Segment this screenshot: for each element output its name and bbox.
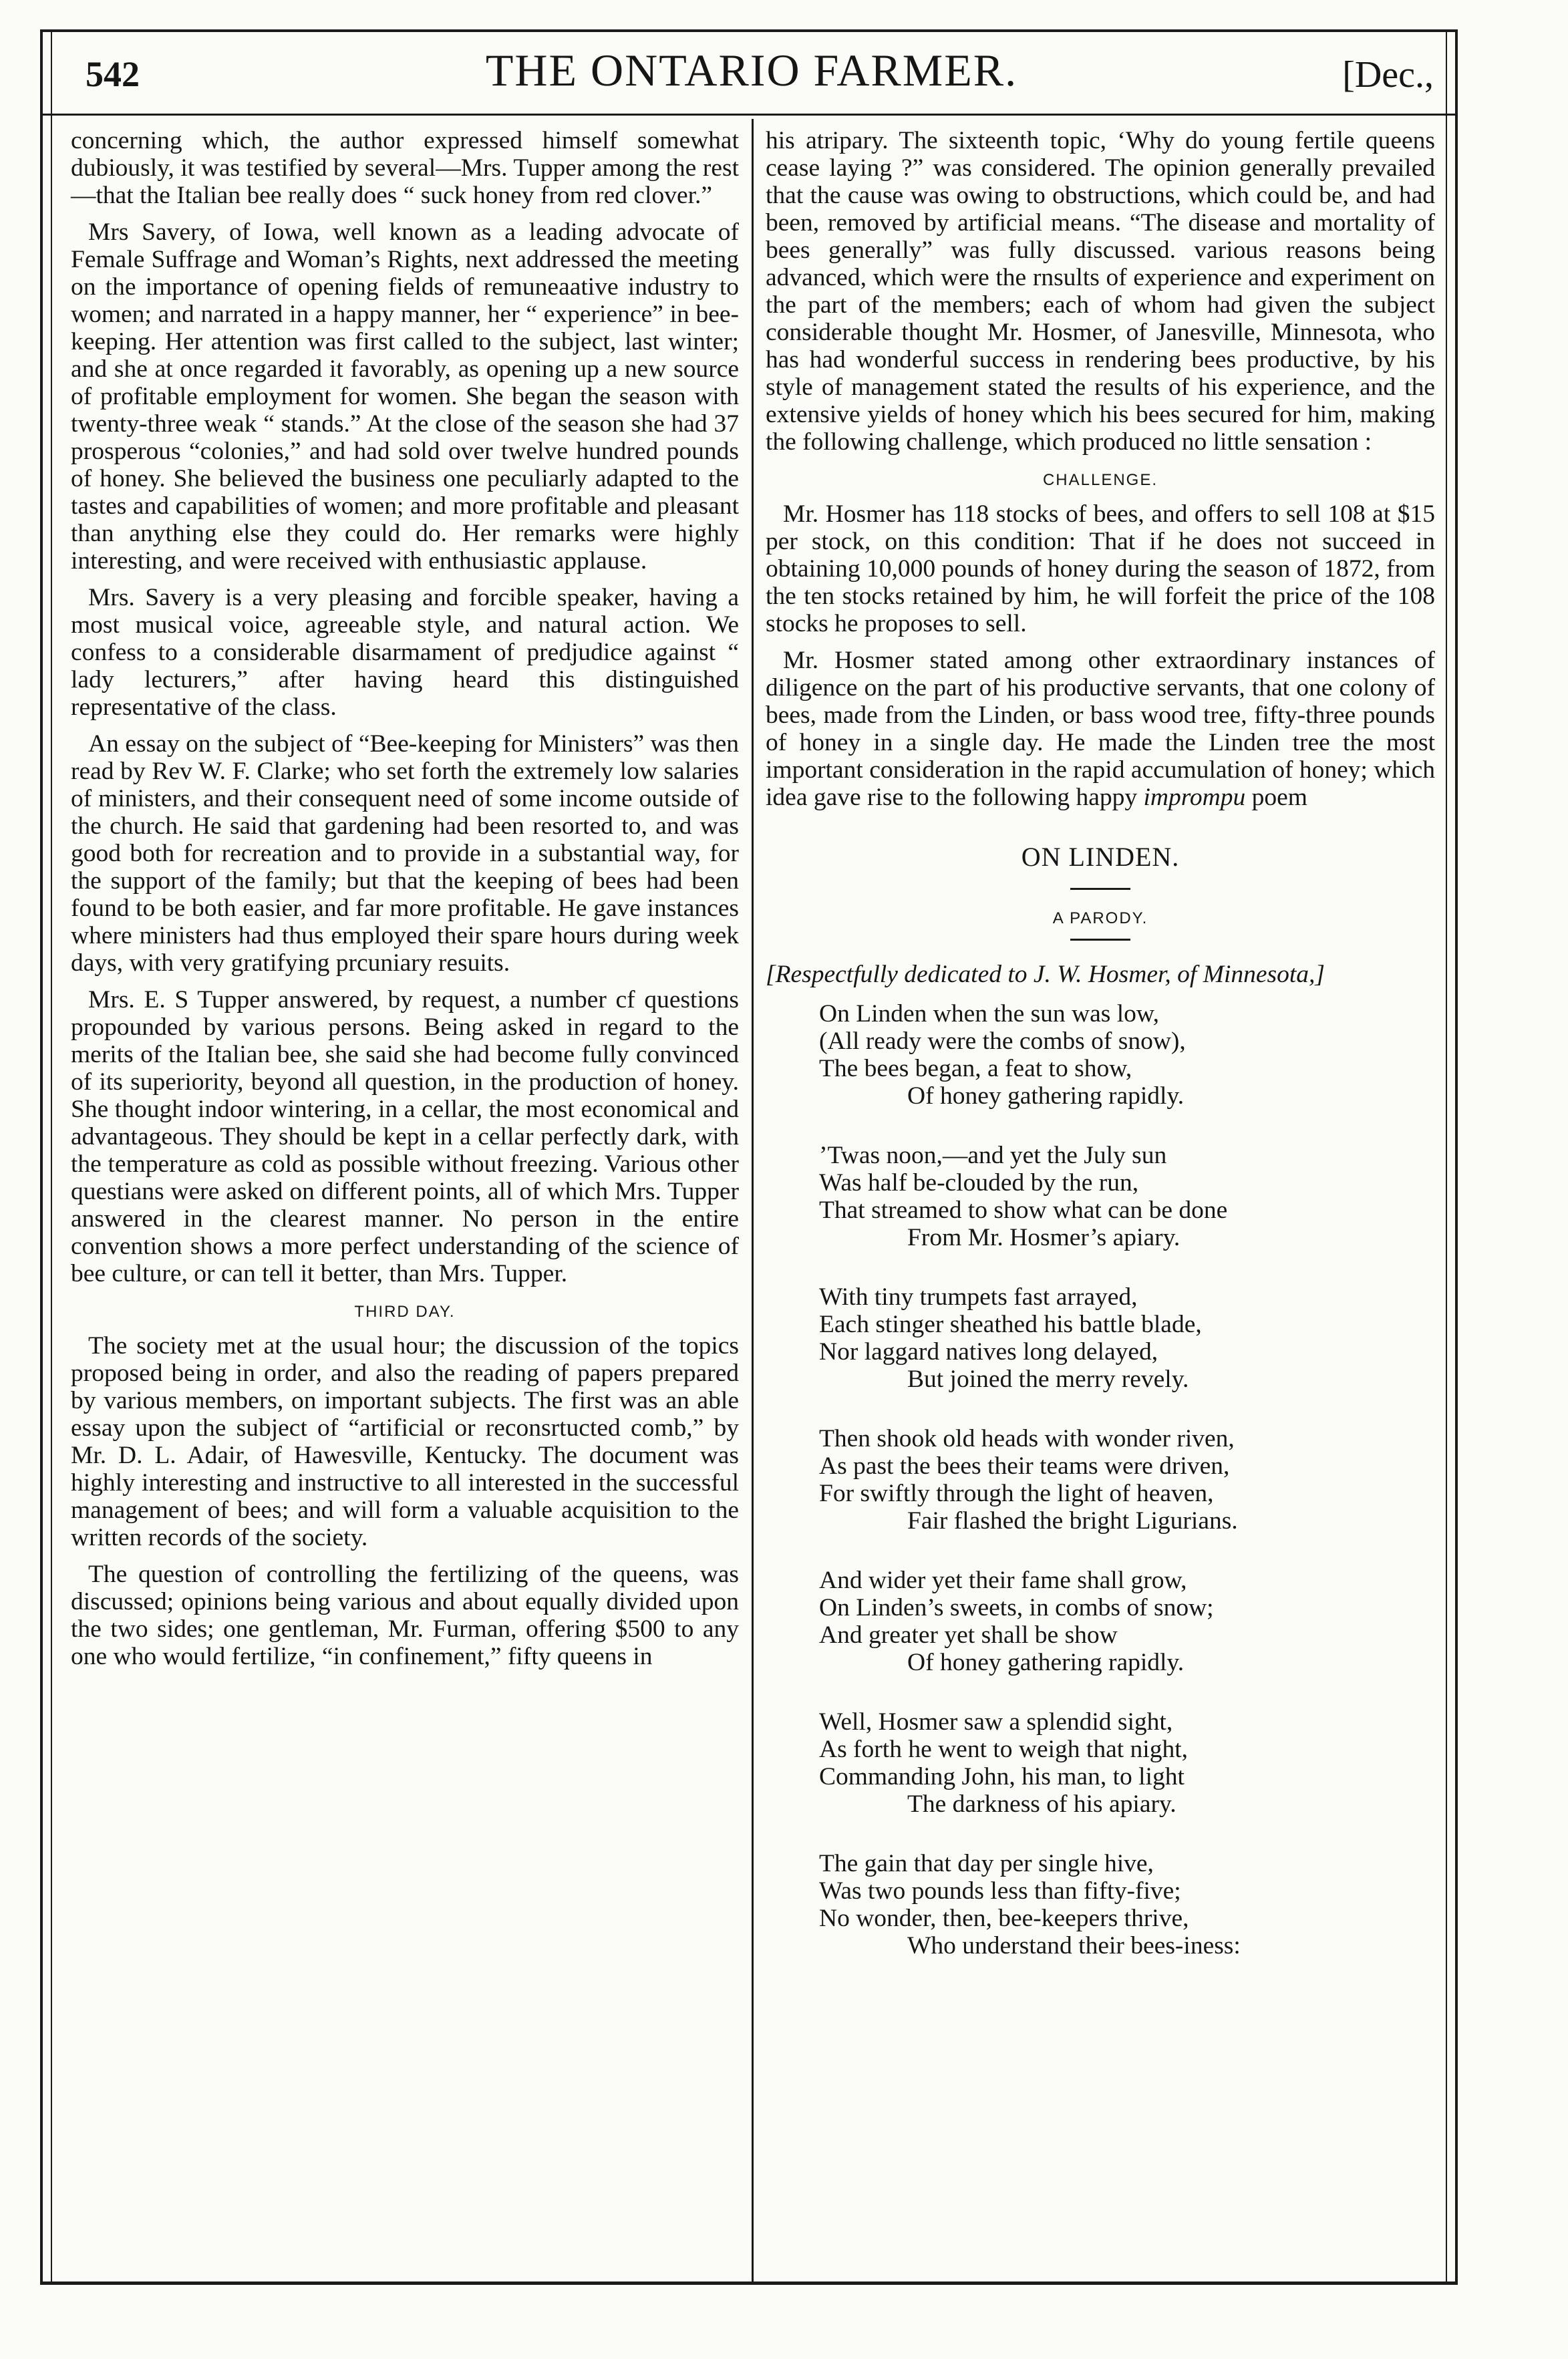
poem-line: Who understand their bees-iness: [907,1932,1241,1959]
poem-line: (All ready were the combs of snow), [819,1028,1186,1055]
poem-line: On Linden when the sun was low, [819,1000,1159,1028]
frame-bottom-rule [40,2282,1458,2285]
poem-line: Of honey gathering rapidly. [907,1649,1185,1676]
poem-line: With tiny trumpets fast arrayed, [819,1283,1138,1311]
poem-subtitle-rule [1070,939,1130,941]
paragraph [766,647,1435,811]
poem-line: That streamed to show what can be done [819,1197,1228,1224]
italic-word: imprompu [1143,784,1246,811]
poem-line: Fair flashed the bright Ligurians. [907,1507,1238,1535]
paragraph: The society met at the usual hour; the discussion of the topics proposed being in order, and also the reading of papers prepared by various members, on important subjects. The first was an able essay upon the subject of “artificial or reconsrtucted comb,” by Mr. D. L. Adair, of Hawesville, Kentucky. The document was highly interesting and instructive to all interested in the successful management of bees; and will form a valuable acquisition to the written records of the society. [71,1332,739,1551]
poem-line: Then shook old heads with wonder riven, [819,1425,1235,1452]
frame-right-rule-outer [1455,29,1458,2285]
poem-line: Of honey gathering rapidly. [907,1082,1185,1110]
poem-line: But joined the merry revely. [907,1366,1189,1393]
frame-left-rule-inner [51,29,52,2285]
paragraph-text: Mr. Hosmer stated among other extraordinary instances of diligence on the part of his productive servants, that one colony of bees, made from the Linden, or bass wood tree, fifty-three pounds of honey in a single day. He made the Linden tree the most important consideration in the rapid accumulation of honey; which idea gave rise to the following happy [766,647,1435,811]
challenge-heading: CHALLENGE. [1042,471,1158,489]
paragraph: Mrs Savery, of Iowa, well known as a leading advocate of Female Suffrage and Woman’s Rights, next addressed the meeting on the importance of opening fields of remuneaative industry to women; and narrated in a happy manner, her “ experience” in bee-keeping. Her attention was first called to the subject, last winter; and she at once regarded it favorably, as opening up a new source of profitable employment for women. She began the season with twenty-three weak “ stands.” At the close of the season she had 37 prosperous “colonies,” and had sold over twelve hundred pounds of honey. She believed the business one peculiarly adapted to the tastes and capabilities of women; and more profitable and pleasant than anything else they could do. Her remarks were highly interesting, and were received with enthusiastic applause. [71,218,739,575]
poem-line: Commanding John, his man, to light [819,1763,1185,1790]
frame-left-rule-outer [40,29,43,2285]
poem-line: And wider yet their fame shall grow, [819,1567,1187,1594]
poem-line: Was half be-clouded by the run, [819,1169,1139,1197]
poem-subtitle: A PARODY. [1052,909,1148,927]
paragraph: his atripary. The sixteenth topic, ‘Why do young fertile queens cease laying ?” was considered. The opinion generally prevailed that the cause was owing to obstructions, which could be, and had been, removed by artificial means. “The disease and mortality of bees generally” was fully discussed. various reasons being advanced, which were the rnsults of experience and experiment on the part of the members; each of whom had given the subject considerable thought Mr. Hosmer, of Janesville, Minnesota, who has had wonderful success in rendering bees productive, by his style of management stated the results of his experience, and the extensive yields of honey which his bees secured for him, making the following challenge, which produced no little sensation : [766,127,1435,456]
section-subheading: THIRD DAY. [354,1303,456,1321]
page-header [53,41,1450,108]
poem-line: As past the bees their teams were driven, [819,1452,1230,1480]
paragraph: The question of controlling the fertilizing of the queens, was discussed; opinions being various and about equally divided upon the two sides; one gentleman, Mr. Furman, offering $500 to any one who would fertilize, “in confinement,” fifty queens in [71,1561,739,1670]
poem-stanza [819,1708,1435,1818]
publication-title: THE ONTARIO FARMER. [485,45,1018,96]
poem-line: No wonder, then, bee-keepers thrive, [819,1905,1189,1932]
poem-line: As forth he went to weigh that night, [819,1736,1188,1763]
paragraph: Mrs. E. S Tupper answered, by request, a number cf questions propounded by various persons. Being asked in regard to the merits of the Italian bee, she said she had become fully convinced of its superiority, beyond all question, in the production of honey. She thought indoor wintering, in a cellar, the most economical and advantageous. They should be kept in a cellar perfectly dark, with the temperature as cold as possible without freezing. Various other questians were asked on different points, all of which Mrs. Tupper answered in the clearest manner. No person in the entire convention shows a more perfect understanding of the science of bee culture, or can tell it better, than Mrs. Tupper. [71,986,739,1287]
right-column [766,127,1435,1992]
poem-line: On Linden’s sweets, in combs of snow; [819,1594,1214,1621]
poem-stanza [819,1850,1435,1959]
paragraph: concerning which, the author expressed himself somewhat dubiously, it was testified by several—Mrs. Tupper among the rest—that the Italian bee really does “ suck honey from red clover.” [71,127,739,209]
poem-stanza [819,1425,1435,1535]
poem-title-rule [1070,888,1130,890]
poem-title: ON LINDEN. [1021,842,1180,872]
poem-line: For swiftly through the light of heaven, [819,1480,1214,1507]
frame-right-rule-inner [1446,29,1447,2285]
paragraph: An essay on the subject of “Bee-keeping for Ministers” was then read by Rev W. F. Clarke; who set forth the extremely low salaries of ministers, and their consequent need of some income outside of the church. He said that gardening had been resorted to, and was good both for recreation and to provide in a substantial way, for the support of the family; but that the keeping of bees had been found to be both easier, and far more profitable. He gave instances where ministers had thus employed their spare hours during week days, with very gratifying prcuniary resuits. [71,730,739,977]
paragraph: Mr. Hosmer has 118 stocks of bees, and offers to sell 108 at $15 per stock, on this condition: That if he does not succeed in obtaining 10,000 pounds of honey during the season of 1872, from the ten stocks retained by him, he will forfeit the price of the 108 stocks he proposes to sell. [766,500,1435,637]
page-number: 542 [86,54,140,94]
poem-body [766,1000,1435,1959]
poem-stanza [819,1283,1435,1393]
poem-line: Each stinger sheathed his battle blade, [819,1311,1202,1338]
poem-line: Nor laggard natives long delayed, [819,1338,1158,1366]
poem-line: The gain that day per single hive, [819,1850,1154,1877]
paragraph: Mrs. Savery is a very pleasing and forcible speaker, having a most musical voice, agreeable style, and natural action. We confess to a considerable disarmament of predjudice against “ lady lecturers,” after having heard this distinguished representative of the class. [71,584,739,721]
frame-header-rule [40,114,1458,116]
poem-line: The bees began, a feat to show, [819,1055,1132,1082]
column-divider [752,119,754,2282]
poem-stanza [819,1000,1435,1110]
poem-line: From Mr. Hosmer’s apiary. [907,1224,1181,1251]
issue-month: [Dec., [1342,54,1434,96]
paragraph-text-end: poem [1251,784,1307,811]
poem-dedication: [Respectfully dedicated to J. W. Hosmer, of Minnesota,] [766,961,1325,988]
poem-line: And greater yet shall be show [819,1621,1118,1649]
poem-stanza [819,1567,1435,1676]
poem-line: The darkness of his apiary. [907,1790,1177,1818]
frame-top-rule [40,29,1458,32]
poem-line: Well, Hosmer saw a splendid sight, [819,1708,1173,1736]
poem-stanza [819,1142,1435,1251]
poem-line: ’Twas noon,—and yet the July sun [819,1142,1167,1169]
poem-line: Was two pounds less than fifty-five; [819,1877,1181,1905]
left-column [71,127,739,1680]
